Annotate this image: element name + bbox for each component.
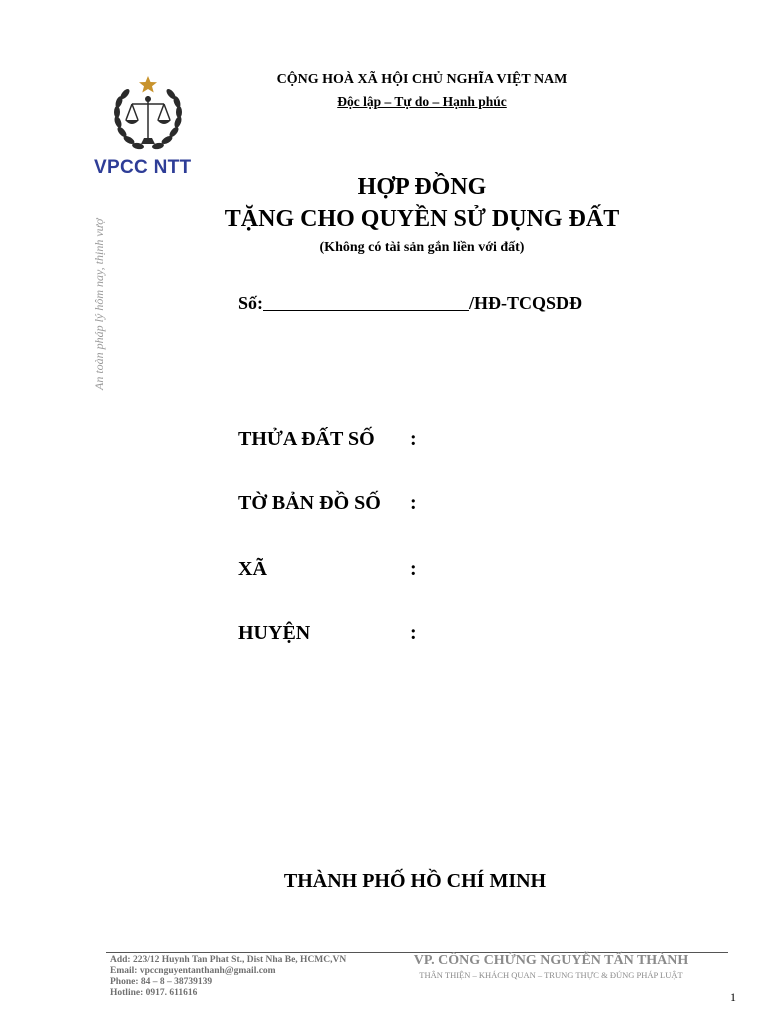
vertical-slogan: An toàn pháp lý hôm nay, thịnh vượ [92,218,106,390]
field-label: TỜ BẢN ĐỒ SỐ [238,492,381,514]
field-colon: : [410,558,417,580]
footer-email: Email: vpccnguyentanthanh@gmail.com [110,966,276,976]
contract-number-blank[interactable] [263,292,469,311]
field-colon: : [410,622,417,644]
logo-scales-icon [108,74,188,156]
city-name: THÀNH PHỐ HỒ CHÍ MINH [283,870,547,892]
logo-text: VPCC NTT [94,157,192,178]
footer-slogan: THÂN THIỆN – KHÁCH QUAN – TRUNG THỰC & ĐÚNG PHÁP LUẬT [419,970,683,980]
field-label: HUYỆN [238,622,311,644]
footer-address: Add: 223/12 Huynh Tan Phat St., Dist Nha Be, HCMC,VN [110,955,347,965]
field-label: XÃ [238,558,267,580]
field-label: THỬA ĐẤT SỐ [238,428,375,450]
motto-text: Độc lập – Tự do – Hạnh phúc [337,94,507,109]
footer-phone: Phone: 84 – 8 – 38739139 [110,977,213,987]
contract-number-suffix: /HĐ-TCQSDĐ [469,293,583,313]
field-colon: : [410,492,417,514]
contract-number-line [238,292,582,314]
logo-star-icon [139,76,157,93]
nation-heading: CỘNG HOÀ XÃ HỘI CHỦ NGHĨA VIỆT NAM [276,72,568,87]
field-land-plot-number [238,428,417,451]
footer-hotline: Hotline: 0917. 611616 [110,988,198,998]
footer-office-name: VP. CÔNG CHỨNG NGUYỄN TẤN THÀNH [413,953,689,968]
footer-contact [110,955,380,999]
motto [200,94,644,110]
field-colon: : [410,428,417,450]
contract-subtitle: (Không có tài sản gắn liền với đất) [319,240,525,255]
field-commune [238,558,417,581]
field-map-sheet-number [238,492,417,515]
contract-number-label: Số: [238,293,264,313]
page-number: 1 [730,990,736,1004]
contract-title-subject: TẶNG CHO QUYỀN SỬ DỤNG ĐẤT [224,206,620,232]
field-district [238,622,417,645]
contract-title: HỢP ĐỒNG [357,174,487,200]
